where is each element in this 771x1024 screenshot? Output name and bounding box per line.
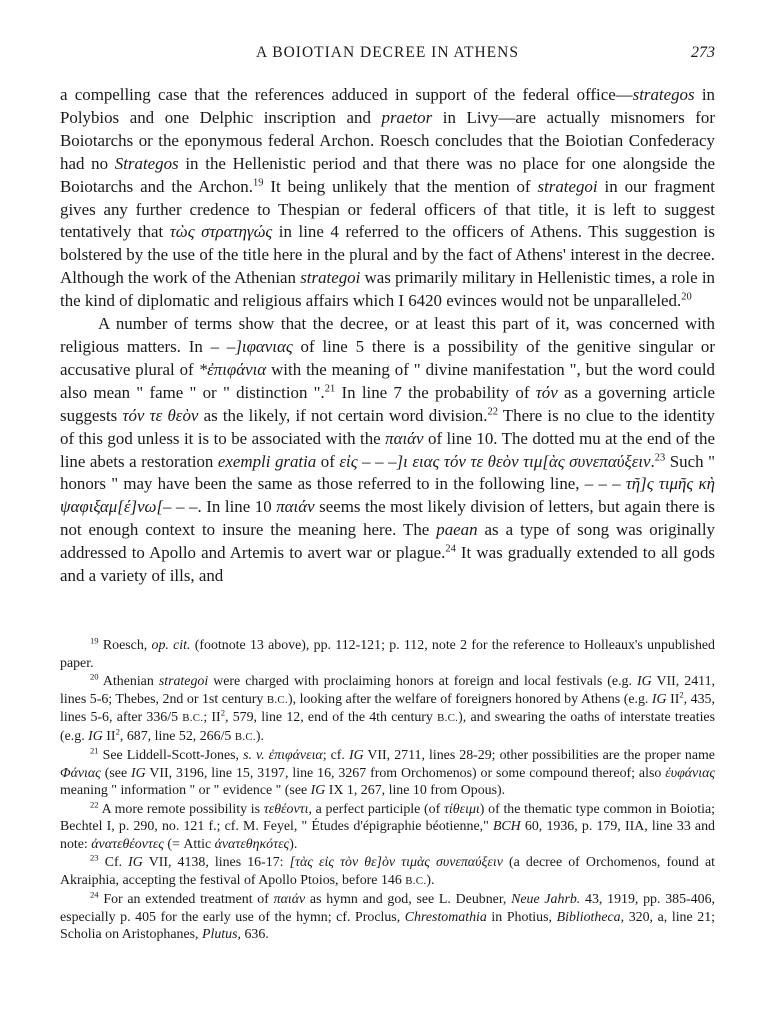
footnote-19: $^{19}$ Roesch, op. cit. (footnote 13 above), pp. 112-121; p. 112, note 2 for the reference to Holleaux's unpublished paper. [60,635,716,671]
running-head: A BOIOTIAN DECREE IN ATHENS [256,44,519,61]
greek-phrase: *ἐπιφάνια [198,359,267,379]
footnote-22: $^{22}$ A more remote possibility is τεθέοντι, a perfect participle (of τίθειμι) of the thematic type common in Boiotia; Bechtel I, p. 290, no. 121 f.; cf. M. Feyel, " Études d'épigraphie béotienne," BCH 60, 1936, p. 179, IIA, line 33 and note: ἀνατεθέοντες (= Attic ἀνατεθηκότες). [60,798,715,852]
footnote-24: $^{24}$ For an extended treatment of παιάν as hymn and god, see L. Deubner, Neue Jahrb. 43, 1919, pp. 385-406, especially p. 405 for the early use of the hymn; cf. Proclus, Chrestomathia in Photius, Bibliotheca, 320, a, line 21; Scholia on Aristophanes, Plutus, 636. [60,889,715,942]
page-number: 273 [691,44,715,61]
footnote-ref-23: 23 [654,451,666,463]
main-text [60,84,715,588]
greek-phrase: τόν τε θεὸν [122,405,199,425]
greek-phrase: εἰς – – –]ι ειας τόν τε θεὸν τιμ[ὰς συνεπαύξειν [339,451,651,471]
footnote-ref-22: 22 [487,406,498,418]
paragraph-2: A number of terms show that the decree, or at least this part of it, was concerned with religious matters. In – –]ιφανιας of line 5 there is a possibility of the genitive singular or accusative plural of *ἐπιφάνια with the meaning of " divine manifestation ", but the word could also mean " fame " or " distinction ".$^{21}$ In line 7 the probability of τόν as a governing article suggests τόν τε θεὸν as the likely, if not certain word division.$^{22}$ There is no clue to the identity of this god unless it is to be associated with the παιάν of line 10. The dotted mu at the end of the line abets a restoration exempli gratia of εἰς – – –]ι ειας τόν τε θεὸν τιμ[ὰς συνεπαύξειν.$^{23}$ Such " honors " may have been the same as those referred to in the following line, – – – τῆ]ς τιμῆς κὴ ψαφιξαμ[έ]νω[– – –. In line 10 παιάν seems the most likely division of letters, but again there is not enough context to insure the meaning here. The paean as a type of song was originally addressed to Apollo and Artemis to avert war or plague.$^{24}$ It was gradually extended to all gods and a variety of ills, and [60,314,716,586]
greek-phrase: – –]ιφανιας [210,336,293,356]
footnote-ref-24: 24 [445,543,456,555]
footnote-20: $^{20}$ Athenian strategoi were charged with proclaiming honors at foreign and local festivals (e.g. IG VII, 2411, lines 5-6; Thebes, 2nd or 1st century B.C.), looking after the welfare of foreigners honored by Athens (e.g. IG $II^2$, 435, lines 5-6, after 336/5 B.C.; $II^2$, 579, line 12, end of the 4th century B.C.), and swearing the oaths of interstate treaties (e.g. IG $II^2$, 687, line 52, 266/5 B.C.). [60,671,716,744]
paragraph-1: a compelling case that the references adduced in support of the federal office—strategos in Polybios and one Delphic inscription and praetor in Livy—are actually misnomers for Boiotarchs or the eponymous federal Archon. Roesch concludes that the Boiotian Confederacy had no Strategos in the Hellenistic period and that there was no place for one alongside the Boiotarchs and the Archon.$^{19}$ It being unlikely that the mention of strategoi in our fragment gives any further credence to Thespian or federal officers of that title, it is left to suggest tentatively that τὼς στρατηγώς in line 4 referred to the officers of Athens. This suggestion is bolstered by the use of the title here in the plural and by the fact of Athens' interest in the decree. Although the work of the Athenian strategoi was primarily military in Hellenistic times, a role in the kind of diplomatic and religious affairs which I 6420 evinces would not be unparalleled.$^{20}$ [60,85,715,311]
footnote-ref-20: 20 [681,291,692,303]
greek-phrase: τόν [535,382,558,402]
footnote-23: $^{23}$ Cf. IG VII, 4138, lines 16-17: [τὰς εἰς τὸν θε]ὸν τιμὰς συνεπαύξειν (a decree of Orchomenos, found at Akraiphia, accepting the festival of Apollo Ptoios, before 146 B.C.). [60,852,715,888]
footnote-ref-21: 21 [324,383,336,395]
greek-phrase: – – – τῆ]ς τιμῆς κὴ ψαφιξαμ[έ]νω[– – – [60,474,715,517]
footnotes [60,637,715,945]
footnote-21: $^{21}$ See Liddell-Scott-Jones, s. v. ἐπιφάνεια; cf. IG VII, 2711, lines 28-29; other possibilities are the proper name Φάνιας (see IG VII, 3196, line 15, 3197, line 16, 3267 from Orchomenos) or some compound thereof; also ἐυφάνιας meaning " information " or " evidence " (see IG IX 1, 267, line 10 from Opous). [60,745,716,798]
footnote-ref-19: 19 [252,177,264,188]
page-header [60,44,715,68]
greek-phrase: παιάν [276,497,315,517]
greek-phrase: τὼς στρατηγώς [169,222,273,242]
greek-phrase: παιάν [385,428,424,448]
